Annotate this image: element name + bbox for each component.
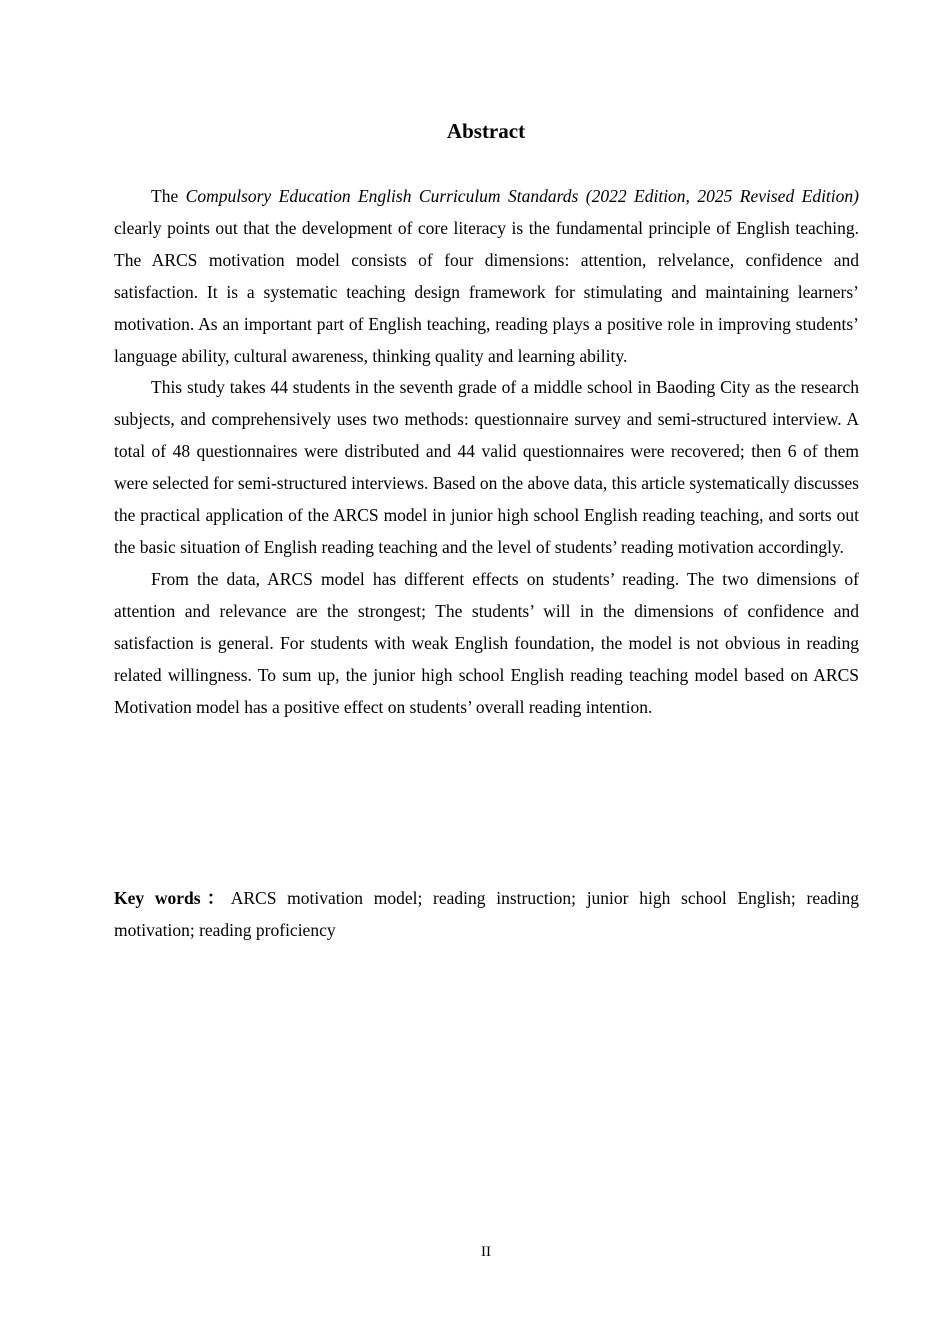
paragraph-1-lead: The — [151, 186, 186, 206]
keywords-label: Key words： — [114, 888, 231, 908]
abstract-paragraph-3: From the data, ARCS model has different effects on students’ reading. The two dimensions of attention and relevance are the strongest; The students’ will in the dimensions of confidence and satisfaction is general. For students with weak English foundation, the model is not obvious in reading related willingness. To sum up, the junior high school English reading teaching model based on ARCS Motivation model has a positive effect on students’ overall reading intention. — [114, 568, 859, 717]
keywords-text: ARCS motivation model; reading instruction; junior high school English; reading motivation; reading proficiency — [114, 888, 859, 940]
page-number: II — [481, 1244, 491, 1260]
abstract-body — [114, 181, 859, 723]
abstract-title: Abstract — [446, 119, 526, 143]
keywords-line — [114, 883, 859, 947]
abstract-paragraph-1 — [114, 181, 859, 372]
paragraph-1-text: clearly points out that the development of core literacy is the fundamental principle of English teaching. The ARCS motivation model consists of four dimensions: attention, relvelance, confidence and satisfaction. It is a systematic teaching design framework for stimulating and maintaining learners’ motivation. As an important part of English teaching, reading plays a positive role in improving students’ language ability, cultural awareness, thinking quality and learning ability. — [114, 217, 859, 366]
curriculum-standards-title: Compulsory Education English Curriculum Standards (2022 Edition, 2025 Revised Edition) — [185, 186, 859, 206]
abstract-paragraph-2: This study takes 44 students in the seventh grade of a middle school in Baoding City as the research subjects, and comprehensively uses two methods: questionnaire survey and semi-structured interview. A total of 48 questionnaires were distributed and 44 valid questionnaires were recovered; then 6 of them were selected for semi-structured interviews. Based on the above data, this article systematically discusses the practical application of the ARCS model in junior high school English reading teaching, and sorts out the basic situation of English reading teaching and the level of students’ reading motivation accordingly. — [114, 377, 859, 557]
